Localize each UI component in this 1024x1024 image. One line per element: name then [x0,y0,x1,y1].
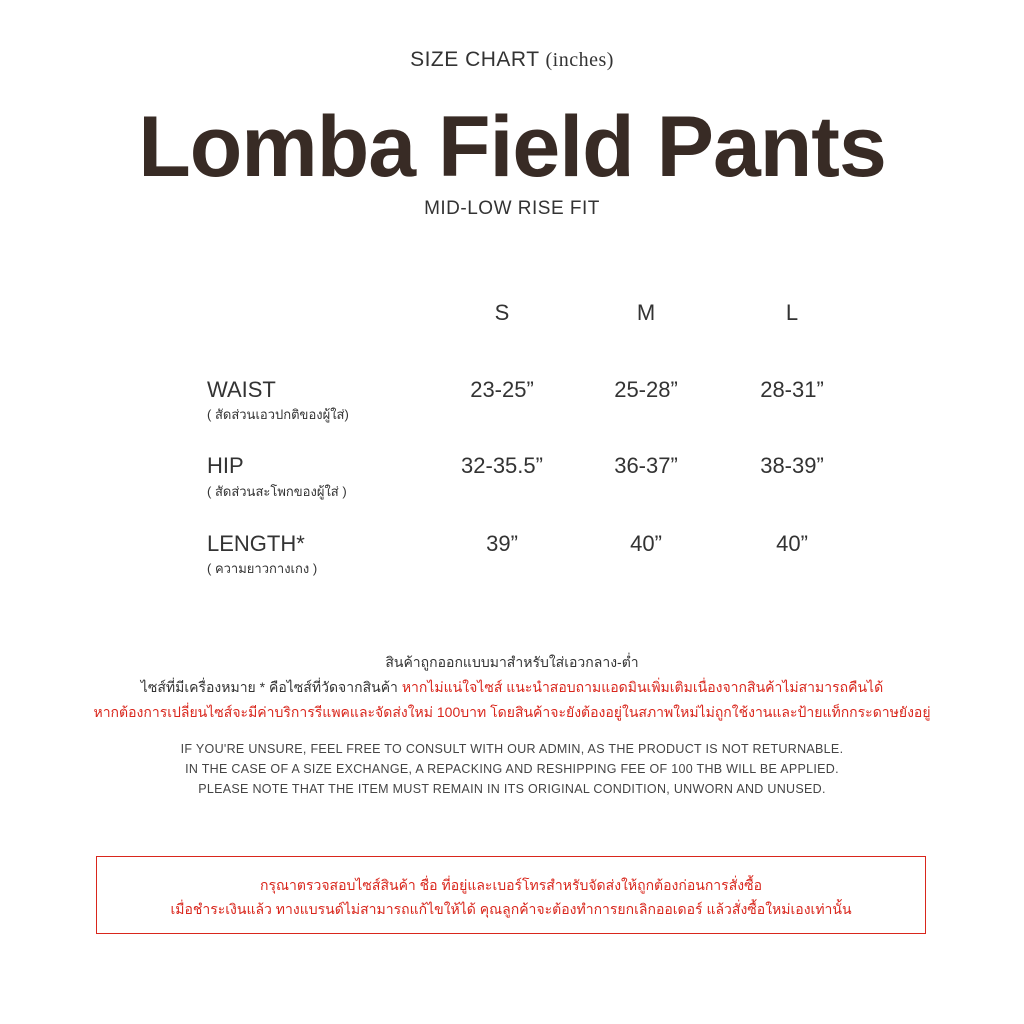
size-header-m: M [636,300,656,325]
row-sub-hip: ( สัดส่วนสะโพกของผู้ใส่ ) [207,484,347,499]
chart-label-text: SIZE CHART [410,48,540,71]
notice-line-1: กรุณาตรวจสอบไซส์สินค้า ชื่อ ที่อยู่และเบอร์โทรสำหรับจัดส่งให้ถูกต้องก่อนการสั่งซื้อ [260,877,762,893]
cell-waist-l: 28-31” [760,377,824,402]
cell-length-s: 39” [486,531,518,556]
cell-hip-s: 32-35.5” [461,453,543,478]
english-note-2: IN THE CASE OF A SIZE EXCHANGE, A REPACKING AND RESHIPPING FEE OF 100 THB WILL BE APPLIED. [185,762,839,776]
cell-length-m: 40” [630,531,662,556]
notice-box [96,856,926,934]
thai-note-2-red: หากไม่แน่ใจไซส์ แนะนำสอบถามแอดมินเพิ่มเติมเนื่องจากสินค้าไม่สามารถคืนได้ [401,679,884,695]
row-sub-waist: ( สัดส่วนเอวปกติของผู้ใส่) [207,407,349,422]
english-note-3: PLEASE NOTE THAT THE ITEM MUST REMAIN IN ITS ORIGINAL CONDITION, UNWORN AND UNUSED. [198,782,826,796]
cell-hip-m: 36-37” [614,453,678,478]
cell-length-l: 40” [776,531,808,556]
fit-label: MID-LOW RISE FIT [424,198,600,219]
english-note-1: IF YOU'RE UNSURE, FEEL FREE TO CONSULT WITH OUR ADMIN, AS THE PRODUCT IS NOT RETURNABLE. [180,742,844,756]
row-sub-length: ( ความยาวกางเกง ) [207,561,318,576]
size-header-s: S [494,300,510,325]
page-title: Lomba Field Pants [138,99,886,195]
cell-hip-l: 38-39” [760,453,824,478]
thai-note-2-plain: ไซส์ที่มีเครื่องหมาย * คือไซส์ที่วัดจากสินค้า [140,679,402,695]
chart-label [0,48,1024,72]
notice-line-2: เมื่อชำระเงินแล้ว ทางแบรนด์ไม่สามารถแก้ไขให้ได้ คุณลูกค้าจะต้องทำการยกเลิกออเดอร์ แล้วสั่งซื้อใหม่เองเท่านั้น [170,901,852,917]
row-label-length: LENGTH* [207,531,305,556]
size-header-l: L [785,300,799,325]
cell-waist-m: 25-28” [614,377,678,402]
thai-note-3: หากต้องการเปลี่ยนไซส์จะมีค่าบริการรีแพคและจัดส่งใหม่ 100บาท โดยสินค้าจะยังต้องอยู่ในสภาพใหม่ไม่ถูกใช้งานและป้ายแท็กกระดาษยังอยู่ [93,704,931,720]
cell-waist-s: 23-25” [470,377,534,402]
row-label-waist: WAIST [207,377,276,402]
unit-label: (inches) [545,49,614,71]
thai-note-1: สินค้าถูกออกแบบมาสำหรับใส่เอวกลาง-ต่ำ [385,654,639,670]
thai-note-2 [0,677,1024,699]
row-label-hip: HIP [207,453,244,478]
